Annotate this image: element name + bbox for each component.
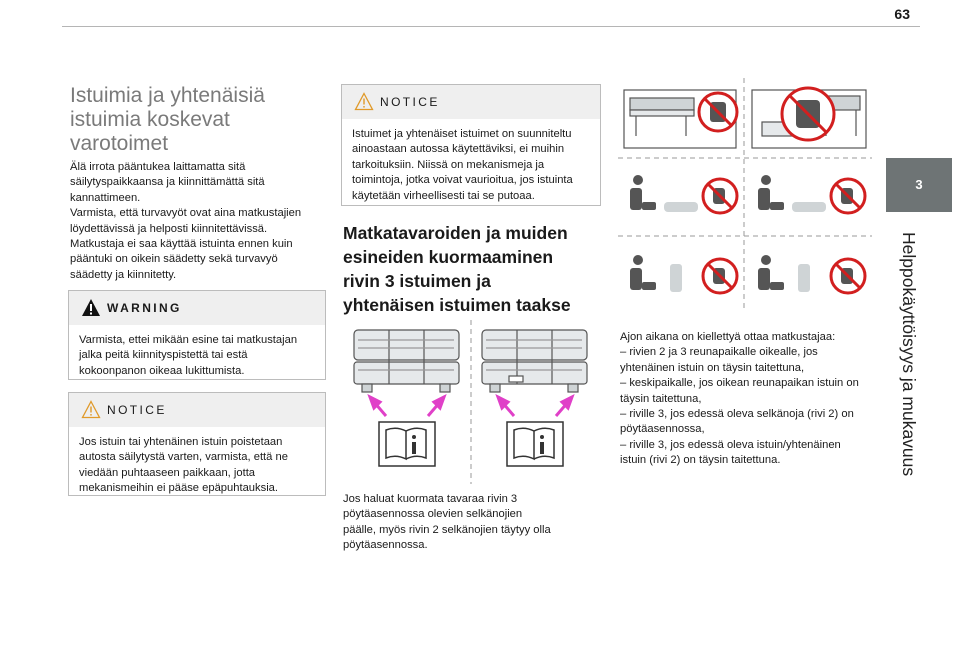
no-passenger-icon [831,259,865,293]
text-line: Varmista, ettei mikään esine tai matkustajan [79,334,298,346]
no-passenger-icon [703,179,737,213]
text-line: Istuimet ja yhtenäiset istuimet on suunniteltu [352,128,572,140]
text-line: – keskipaikalle, jos oikean reunapaikan istuin on [620,377,859,390]
text-line: istuin (rivi 2) on täysin taitettuna. [620,454,781,467]
text-line: Älä irrota pääntukea laittamatta sitä [70,161,246,173]
chapter-title-text: Helppokäyttöisyys ja mukavuus [899,232,919,477]
title-line: Istuimia ja yhtenäisiä [70,84,265,107]
section-title-loading [343,221,598,317]
text-line: Jos haluat kuormata tavaraa rivin 3 [343,493,518,505]
notice-triangle-icon [81,400,101,419]
text-line: – riville 3, jos edessä oleva selkänoja (rivi 2) on [620,408,854,421]
text-line: – rivien 2 ja 3 reunapaikalle oikealle, jos [620,346,818,359]
text-line: säilytyspaikkaansa ja kiinnittämättä sitä [70,176,265,189]
notice-triangle-icon [354,92,374,111]
text-line: ainoastaan autossa käytettäviksi, ei muihin [352,143,565,156]
seat-row-left [354,330,459,392]
text-line: päälle, myös rivin 2 selkänojien täytyy olla [343,523,551,536]
loading-paragraph [343,492,598,554]
text-line: jalka peitä kiinnityspistettä tai estä [79,349,248,362]
warning-box [68,290,326,380]
owner-manual-icon [507,422,563,466]
no-passenger-icon [703,259,737,293]
title-line: esineiden kuormaaminen [343,247,554,267]
text-line: pöytäasennossa, [620,423,705,436]
notice-text [342,119,600,204]
notice-box-storage [68,392,326,496]
text-line: – riville 3, jos edessä oleva istuin/yhtenäinen [620,438,841,451]
text-line: viedään puhtaaseen paikkaan, jotta [79,466,256,479]
title-line: Matkatavaroiden ja muiden [343,223,568,243]
warning-triangle-icon [81,298,101,317]
seat-row-right [482,330,587,392]
seat-icon [630,255,682,292]
text-line: löydettävissä ja helposti kiinnitettävissä. [70,222,268,235]
text-line: kokoonpanon oikeaa lukittumista. [79,364,245,377]
text-line: Varmista, että turvavyöt ovat aina matkustajien [70,207,302,220]
warning-label: WARNING [107,301,182,315]
text-line: mekanismeihin ei pääse epäpuhtauksia. [79,482,279,495]
notice-header [69,393,325,427]
no-passenger-icon [831,179,865,213]
text-line: kannattimeen. [70,191,141,204]
no-passenger-icon [699,93,737,131]
text-line: tarkoituksiin. Niissä on mekanismeja ja [352,158,545,171]
notice-box-usage [341,84,601,206]
title-line: rivin 3 istuimen ja [343,271,491,291]
seat-icon [758,255,810,292]
prohibited-seating-paragraph [620,330,882,469]
text-line: käytetään virheellisesti tai se putoaa. [352,189,535,202]
loading-illustration [344,318,599,486]
text-line: pääntuki on oikein säädetty sekä turvavyö [70,253,278,266]
owner-manual-icon [379,422,435,466]
precautions-paragraph [70,160,325,283]
title-line: istuimia koskevat [70,108,230,131]
text-line: säädetty ja kiinnitetty. [70,268,177,281]
notice-label: NOTICE [107,403,167,417]
page-number: 63 [894,6,910,22]
prohibited-seating-illustration [616,76,874,314]
notice-text [69,427,325,497]
section-title-precautions [70,84,320,156]
title-line: yhtenäisen istuimen taakse [343,295,571,315]
header-divider [62,26,920,27]
seat-icon [630,175,698,212]
text-line: pöytäasennossa. [343,539,428,552]
notice-label: NOTICE [380,95,440,109]
text-line: Matkustaja ei saa käyttää istuinta ennen kuin [70,238,293,251]
text-line: yhtenäinen istuin on täysin taitettuna, [620,361,805,374]
text-line: pöytäasennossa olevien selkänojien [343,508,523,521]
text-line: Ajon aikana on kiellettyä ottaa matkustajaa: [620,331,836,343]
text-line: Jos istuin tai yhtenäinen istuin poistetaan [79,436,283,448]
text-line: autosta säilytystä varten, varmista, että ne [79,451,288,464]
chapter-tab[interactable]: 3 [886,158,952,212]
text-line: täysin taitettuna, [620,392,702,405]
no-passenger-icon [782,88,834,140]
text-line: toimintoja, jotka voivat vaurioitua, jos istuinta [352,174,573,187]
warning-header [69,291,325,325]
seat-icon [758,175,826,212]
warning-text [69,325,325,379]
notice-header [342,85,600,119]
title-line: varotoimet [70,132,169,155]
